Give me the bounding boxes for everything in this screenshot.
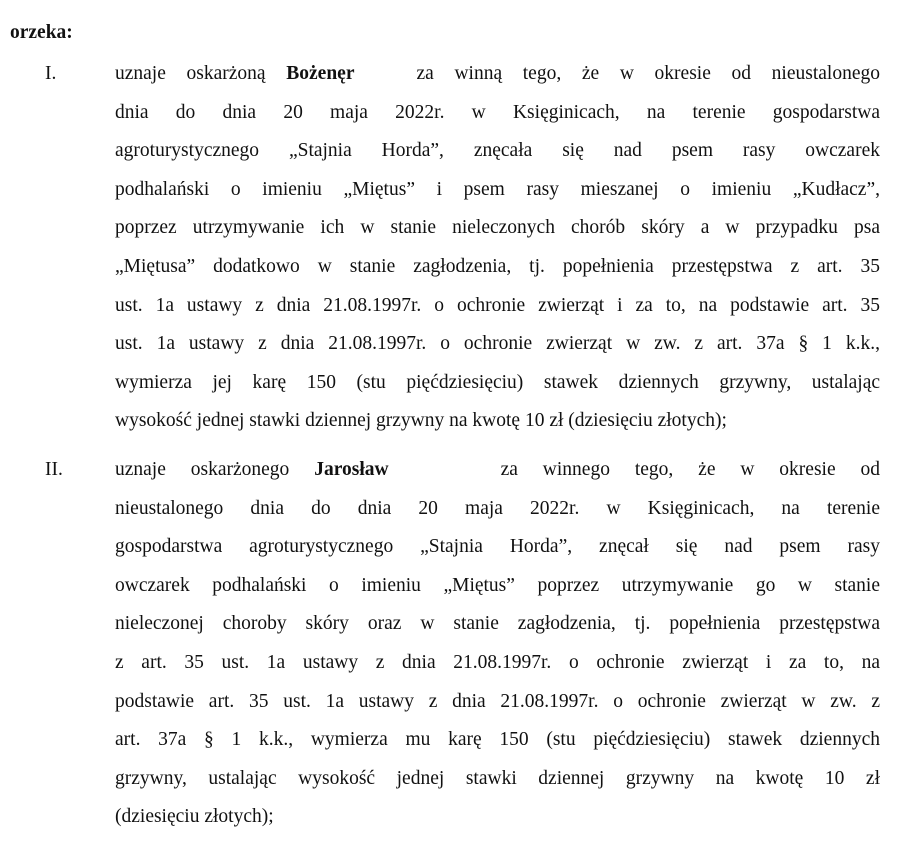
item-line: poprzez utrzymywanie ich w stanie nieleczonych chorób skóry a w przypadku psa — [115, 217, 880, 239]
item-prefix: uznaje oskarżoną — [115, 63, 287, 84]
item-line: „Miętusa” dodatkowo w stanie zagłodzenia, tj. popełnienia przestępstwa z art. 35 — [115, 255, 880, 277]
item-suffix: za winnego tego, że w okresie od — [500, 459, 880, 480]
item-line: art. 37a § 1 k.k., wymierza mu karę 150 (stu pięćdziesięciu) stawek dziennych — [115, 729, 880, 751]
item-line: nieleczonej choroby skóry oraz w stanie zagłodzenia, tj. popełnienia przestępstwa — [115, 613, 880, 635]
item-line: z art. 35 ust. 1a ustawy z dnia 21.08.1997r. o ochronie zwierząt i za to, na — [115, 651, 880, 673]
verdict-heading: orzeka: — [10, 22, 73, 43]
item-line: (dziesięciu złotych); — [115, 806, 274, 828]
item-line: podhalański o imieniu „Miętus” i psem rasy mieszanej o imieniu „Kudłacz”, — [115, 178, 880, 200]
item-first-line — [115, 451, 880, 490]
item-line: podstawie art. 35 ust. 1a ustawy z dnia 21.08.1997r. o ochronie zwierząt w zw. z — [115, 690, 880, 712]
item-line: gospodarstwa agroturystycznego „Stajnia Horda”, znęcał się nad psem rasy — [115, 536, 880, 558]
item-body — [115, 451, 880, 837]
item-body — [115, 55, 880, 441]
item-first-line — [115, 55, 880, 94]
defendant-name: Bożenęr — [286, 63, 355, 84]
item-line: dnia do dnia 20 maja 2022r. w Księginicach, na terenie gospodarstwa — [115, 101, 880, 123]
item-line: ust. 1a ustawy z dnia 21.08.1997r. o ochronie zwierząt w zw. z art. 37a § 1 k.k., — [115, 333, 880, 355]
item-line: wysokość jednej stawki dziennej grzywny na kwotę 10 zł (dziesięciu złotych); — [115, 410, 727, 432]
item-suffix: za winną tego, że w okresie od nieustalonego — [416, 63, 880, 84]
item-line: grzywny, ustalając wysokość jednej stawki dziennej grzywny na kwotę 10 zł — [115, 767, 880, 789]
item-line: agroturystycznego „Stajnia Horda”, znęcała się nad psem rasy owczarek — [115, 140, 880, 162]
item-number: II. — [45, 459, 63, 480]
item-line: nieustalonego dnia do dnia 20 maja 2022r. w Księginicach, na terenie — [115, 497, 880, 519]
defendant-name: Jarosław — [314, 459, 389, 480]
item-number: I. — [45, 63, 57, 84]
item-prefix: uznaje oskarżonego — [115, 459, 315, 480]
item-line: owczarek podhalański o imieniu „Miętus” poprzez utrzymywanie go w stanie — [115, 574, 880, 596]
item-line: wymierza jej karę 150 (stu pięćdziesięciu) stawek dziennych grzywny, ustalając — [115, 371, 880, 393]
item-line: ust. 1a ustawy z dnia 21.08.1997r. o ochronie zwierząt i za to, na podstawie art. 35 — [115, 294, 880, 316]
